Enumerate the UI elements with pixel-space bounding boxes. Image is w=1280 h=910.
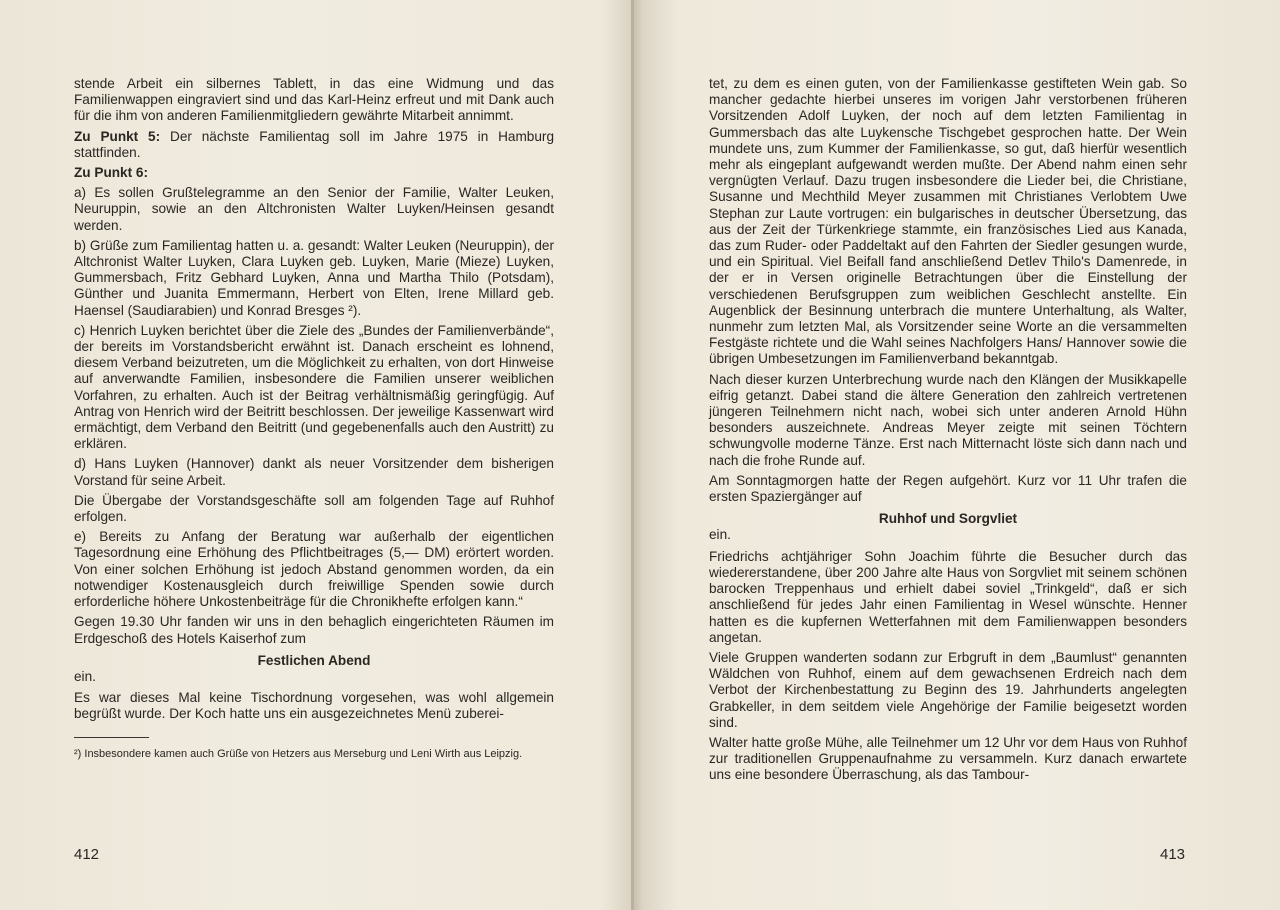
section-heading: Ruhhof und Sorgvliet bbox=[878, 511, 1018, 527]
paragraph: Die Übergabe der Vorstandsgeschäfte soll am folgenden Tage auf Ruhhof erfolgen. bbox=[74, 492, 554, 525]
right-page bbox=[709, 76, 1187, 788]
paragraph: b) Grüße zum Familientag hatten u. a. gesandt: Walter Leuken (Neuruppin), der Altchronist Walter Luyken, Clara Luyken geb. Luyken, Marie (Mieze) Luyken, Gummersbach, Fritz Gebhard Luyken, Anna und Martha Thilo (Potsdam), Günther und Juanita Emmermann, Herbert von Elten, Irene Millard geb. Haensel (Saudiarabien) und Konrad Bresges ²). bbox=[74, 237, 554, 318]
paragraph: Gegen 19.30 Uhr fanden wir uns in den behaglich eingerichteten Räumen im Erdgeschoß des Hotels Kaiserhof zum bbox=[74, 614, 554, 646]
item-label: Zu Punkt 5: bbox=[74, 128, 161, 144]
paragraph: tet, zu dem es einen guten, von der Familienkasse gestifteten Wein gab. So mancher gedachte hierbei unseres im vorigen Jahr verstorbenen früheren Vorsitzenden Adolf Luyken, der noch auf dem letzten Familientag in Gummersbach das alte Luykensche Tischgebet gesprochen hatte. Der Wein mundete uns, zum Kummer der Familienkasse, so gut, daß hierfür wesentlich mehr als eingeplant aufgewandt werden mußte. Der Abend nahm einen sehr vergnügten Verlauf. Dazu trugen insbesondere die Lieder bei, die Christiane, Susanne und Mechthild Meyer zusammen mit Christianes Verlobtem Uwe Stephan zur Laute vortrugen: ein bulgarisches in deutscher Übersetzung, das aus der Zeit der Türkenkriege stammte, ein französisches Lied aus Kanada, das zum Ruder- oder Paddeltakt auf den Fahrten der Siedler gesungen wurde, und ein Spiritual. Viel Beifall fand anschließend Detlev Thilo's Damenrede, in der er in Versen originelle Betrachtungen über die Einstellung der verschiedenen Berufsgruppen zum weiblichen Geschlecht anstellte. Ein Augenblick der Besinnung unterbrach die muntere Unterhaltung, als Walter, nunmehr zum letzten Mal, als Vorsitzender seine Worte an die versammelten Festgäste richtete und die Wahl seines Nachfolgers Hans/ Hannover sowie die übrigen Umbesetzungen im Familienverband bekanntgab. bbox=[709, 76, 1187, 367]
paragraph: stende Arbeit ein silbernes Tablett, in das eine Widmung und das Familienwappen eingraviert sind und das Karl-Heinz erfreut und mit Dank auch für die ihm von anderen Familienmitgliedern gewährte Mitarbeit annimmt. bbox=[74, 76, 554, 124]
paragraph: Am Sonntagmorgen hatte der Regen aufgehört. Kurz vor 11 Uhr trafen die ersten Spaziergänger auf bbox=[709, 472, 1187, 505]
paragraph: a) Es sollen Grußtelegramme an den Senior der Familie, Walter Leuken, Neuruppin, sowie an den Altchronisten Walter Luyken/Heinsen gesandt werden. bbox=[74, 185, 554, 233]
paragraph: d) Hans Luyken (Hannover) dankt als neuer Vorsitzender dem bisherigen Vorstand für seine Arbeit. bbox=[74, 456, 554, 488]
paragraph: Nach dieser kurzen Unterbrechung wurde nach den Klängen der Musikkapelle eifrig getanzt. Dabei stand die ältere Generation den zahlreich vertretenen jüngeren Teilnehmern nicht nach, wobei sich unter anderen Arnold Hühn besonders auszeichnete. Andreas Meyer zeigte mit seinen Töchtern schwungvolle moderne Tänze. Erst nach Mitternacht löste sich dann nach und nach die frohe Runde auf. bbox=[709, 371, 1187, 468]
page-number: 413 bbox=[1160, 846, 1186, 863]
paragraph bbox=[74, 129, 554, 161]
footnote-divider bbox=[74, 737, 149, 738]
section-heading: Festlichen Abend bbox=[257, 652, 371, 668]
page-number: 412 bbox=[74, 846, 100, 863]
paragraph: Walter hatte große Mühe, alle Teilnehmer um 12 Uhr vor dem Haus von Ruhhof zur traditionellen Gruppenaufnahme zu versammeln. Kurz danach erwartete uns eine besondere Überraschung, als das Tambour- bbox=[709, 734, 1187, 783]
item-label: Zu Punkt 6: bbox=[74, 165, 149, 181]
paragraph: ein. bbox=[74, 668, 96, 684]
paragraph: Friedrichs achtjähriger Sohn Joachim führte die Besucher durch das wiedererstandene, über 200 Jahre alte Haus von Sorgvliet mit seinem schönen barocken Treppenhaus und erhielt dabei soviel „Trinkgeld“, daß er sich anschließend für jedes Jahr einen Familientag in Wesel wünschte. Henner hatten es die kupfernen Wetterfahnen mit dem Familienwappen besonders angetan. bbox=[709, 548, 1187, 645]
item-text: Der nächste Familientag soll im Jahre 1975 in Hamburg stattfinden. bbox=[74, 128, 555, 160]
paragraph: Es war dieses Mal keine Tischordnung vorgesehen, was wohl allgemein begrüßt wurde. Der Koch hatte uns ein ausgezeichnetes Menü zuberei- bbox=[74, 690, 554, 722]
book-gutter bbox=[631, 0, 634, 910]
paragraph: ein. bbox=[709, 527, 731, 543]
footnote: ²) Insbesondere kamen auch Grüße von Hetzers aus Merseburg und Leni Wirth aus Leipzig. bbox=[74, 747, 523, 760]
paragraph: e) Bereits zu Anfang der Beratung war außerhalb der eigentlichen Tagesordnung eine Erhöhung des Pflichtbeitrages (5,— DM) erörtert worden. Von einer solchen Erhöhung ist jedoch Abstand genommen worden, da ein notwendiger Kostenausgleich durch freiwillige Spenden sowie durch erforderliche höhere Unkostenbeiträge für die Chronikhefte erfolgen kann.“ bbox=[74, 529, 554, 610]
paragraph: Viele Gruppen wanderten sodann zur Erbgruft in dem „Baumlust“ genannten Wäldchen von Ruhhof, einem auf dem gewachsenen Erdreich nach dem Verbot der Kirchenbestattung zu Beginn des 19. Jahrhunderts angelegten Grabkeller, in dem seitdem viele Angehörige der Familie beigesetzt worden sind. bbox=[709, 649, 1187, 730]
paragraph: c) Henrich Luyken berichtet über die Ziele des „Bundes der Familienverbände“, der bereits im Vorstandsbericht erwähnt ist. Danach erscheint es lohnend, diesem Verband beizutreten, um die Möglichkeit zu erhalten, von dort Hinweise auf anverwandte Familien, insbesondere die Familien unserer weiblichen Vorfahren, zu erhalten. Auch ist der Beitrag verhältnismäßig geringfügig. Auf Antrag von Henrich wird der Beitritt beschlossen. Der jeweilige Kassenwart wird ermächtigt, dem Verband den Beitritt (und gegebenenfalls auch den Austritt) zu erklären. bbox=[74, 322, 554, 452]
left-page bbox=[74, 76, 554, 761]
